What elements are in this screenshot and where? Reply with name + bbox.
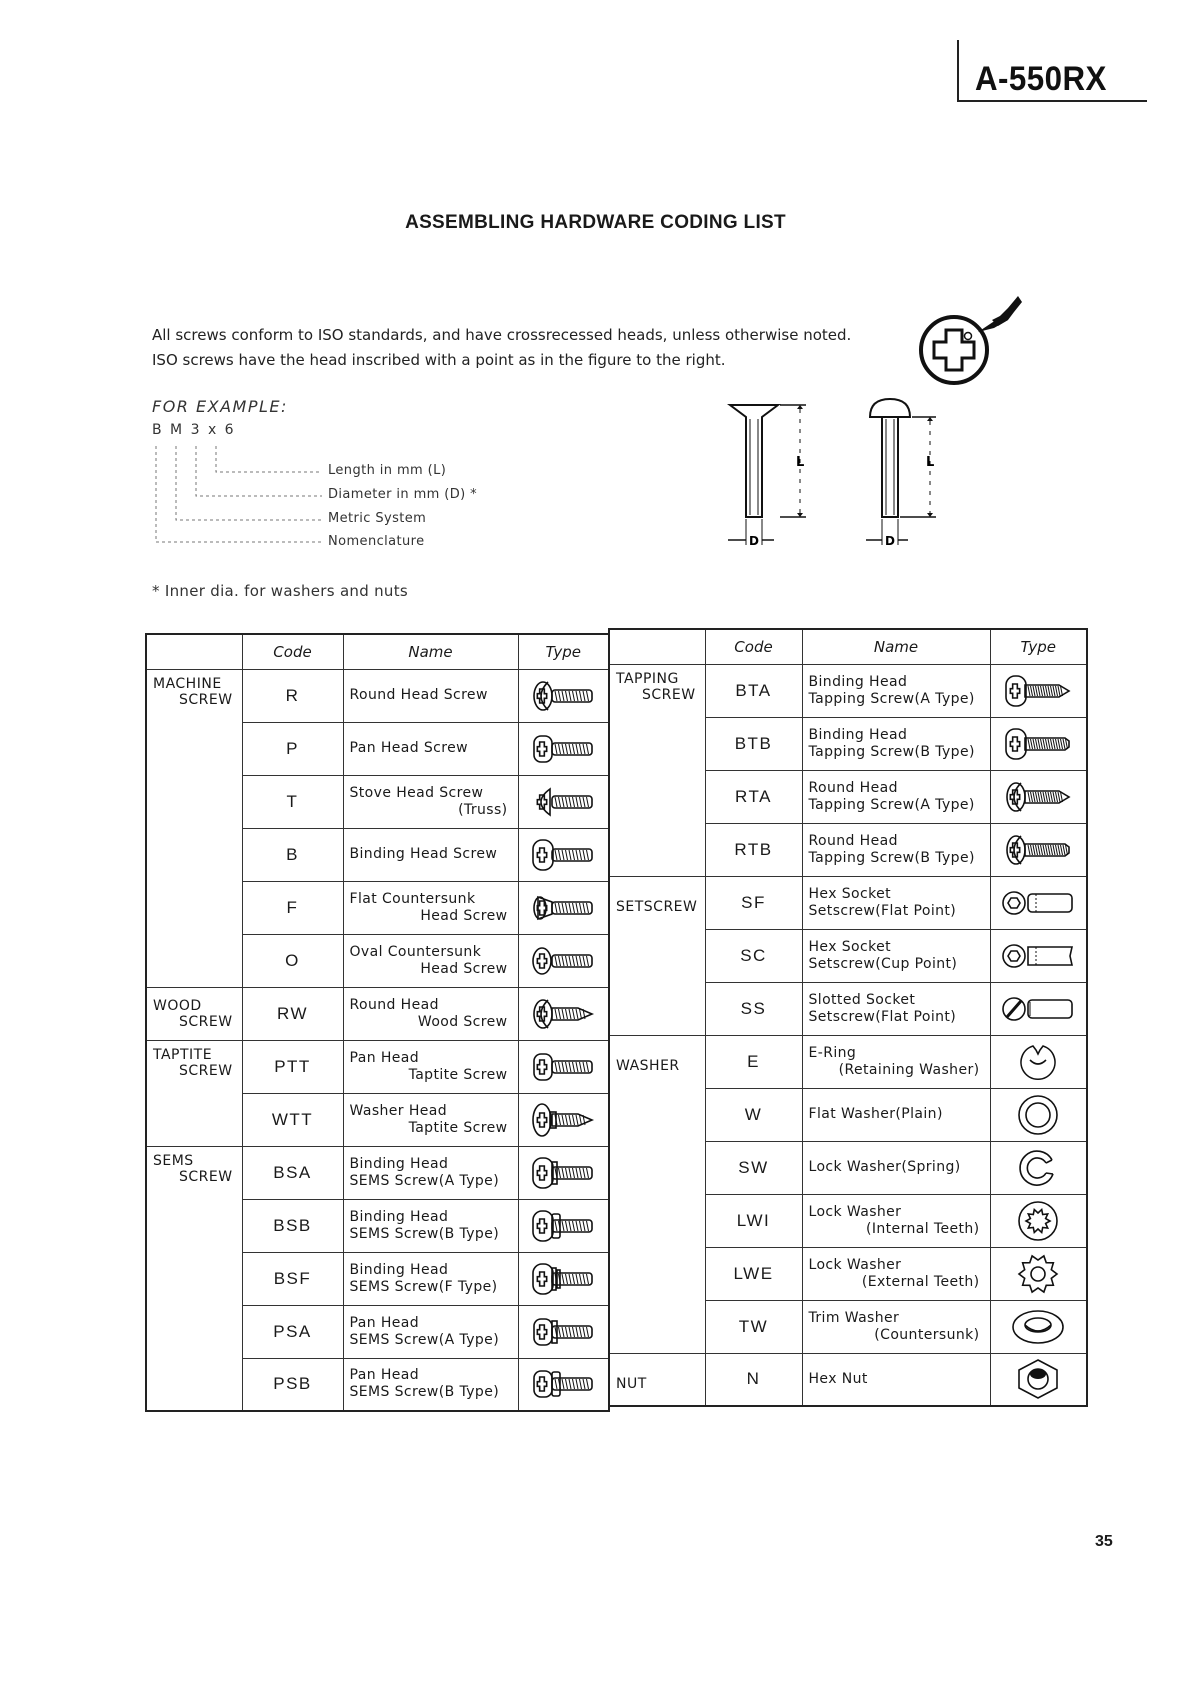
name-line-2: Taptite Screw <box>408 1066 508 1083</box>
type-header: Type <box>990 629 1087 664</box>
legend-metric: Metric System <box>328 511 427 526</box>
name-header: Name <box>802 629 990 664</box>
type-cell <box>990 1141 1087 1194</box>
flat-washer-icon <box>1016 1093 1060 1137</box>
code-cell: SW <box>705 1141 802 1194</box>
category-nut <box>609 1353 705 1406</box>
name-line-2: (Countersunk) <box>874 1326 980 1343</box>
legend-nomenclature: Nomenclature <box>328 534 425 549</box>
type-cell <box>990 982 1087 1035</box>
category-line: WOOD <box>153 997 202 1014</box>
name-line-1: Round Head <box>349 996 439 1013</box>
footnote: * Inner dia. for washers and nuts <box>152 582 409 600</box>
code-cell: O <box>242 934 343 987</box>
length-label-2: L <box>926 455 935 470</box>
trim-washer-icon <box>1010 1307 1066 1347</box>
code-header: Code <box>242 634 343 669</box>
category-line: SEMS <box>153 1152 194 1169</box>
type-header: Type <box>518 634 609 669</box>
type-cell <box>518 775 609 828</box>
code-cell: PSA <box>242 1305 343 1358</box>
name-line-1: Round Head <box>808 832 898 849</box>
name-line-2: Setscrew(Flat Point) <box>808 902 957 919</box>
name-line-1: Oval Countersunk <box>349 943 482 960</box>
code-cell: P <box>242 722 343 775</box>
category-header <box>609 629 705 664</box>
type-cell <box>990 717 1087 770</box>
category-tapping-screw <box>609 664 705 876</box>
category-sems-screw <box>146 1146 242 1411</box>
internal-lock-washer-icon <box>1016 1199 1060 1243</box>
name-line-1: Binding Head <box>808 673 908 690</box>
name-line-1: Flat Countersunk <box>349 890 476 907</box>
category-taptite-screw <box>146 1040 242 1146</box>
hardware-table-right <box>608 628 1088 1407</box>
code-cell: BSF <box>242 1252 343 1305</box>
code-cell: RW <box>242 987 343 1040</box>
name-line-1: Round Head Screw <box>349 687 488 703</box>
code-cell: BSB <box>242 1199 343 1252</box>
washer-taptite-screw-icon <box>530 1103 596 1137</box>
name-cell <box>802 982 990 1035</box>
name-line-1: Lock Washer <box>808 1203 902 1220</box>
type-cell <box>518 1252 609 1305</box>
wood-screw-icon <box>530 997 596 1031</box>
name-line-2: Tapping Screw(B Type) <box>808 743 975 760</box>
spring-washer-icon <box>1016 1146 1060 1190</box>
name-cell <box>802 664 990 717</box>
name-line-2: SEMS Screw(A Type) <box>349 1172 500 1189</box>
table-row <box>146 669 609 722</box>
name-line-1: Hex Socket <box>808 938 891 955</box>
name-line-2: SEMS Screw(F Type) <box>349 1278 498 1295</box>
type-cell <box>518 1199 609 1252</box>
name-line-2: SEMS Screw(B Type) <box>349 1225 500 1242</box>
hardware-table-left <box>145 633 610 1412</box>
name-line-1: Pan Head <box>349 1049 420 1066</box>
name-line-1: Round Head <box>808 779 898 796</box>
pan-head-screw-icon <box>530 732 596 766</box>
name-cell <box>802 929 990 982</box>
name-line-2: Tapping Screw(A Type) <box>808 690 975 707</box>
category-line: MACHINE <box>153 675 222 692</box>
category-line: SCREW <box>642 686 696 703</box>
table-row <box>609 664 1087 717</box>
table-row <box>609 876 1087 929</box>
name-line-1: Binding Head Screw <box>349 846 498 862</box>
name-cell <box>802 1300 990 1353</box>
name-line-1: Hex Nut <box>808 1370 868 1387</box>
name-line-1: Binding Head <box>349 1155 449 1172</box>
name-line-2: Tapping Screw(B Type) <box>808 849 975 866</box>
code-header: Code <box>705 629 802 664</box>
name-line-1: Lock Washer <box>808 1256 902 1273</box>
name-cell <box>343 775 518 828</box>
legend-diameter: Diameter in mm (D) * <box>328 487 478 502</box>
type-cell <box>990 1035 1087 1088</box>
table-header-row <box>146 634 609 669</box>
sems-screw-f-icon <box>530 1262 596 1296</box>
name-line-1: Hex Socket <box>808 885 891 902</box>
tapping-screw-a-icon <box>1003 674 1073 708</box>
name-line-1: Trim Washer <box>808 1309 900 1326</box>
example-code: B M 3 x 6 <box>152 422 236 438</box>
type-cell <box>990 1247 1087 1300</box>
type-cell <box>518 987 609 1040</box>
name-cell <box>802 1088 990 1141</box>
table-row <box>146 1040 609 1093</box>
code-cell: WTT <box>242 1093 343 1146</box>
category-wood-screw <box>146 987 242 1040</box>
name-line-1: Binding Head <box>349 1208 449 1225</box>
name-cell <box>343 881 518 934</box>
diameter-label-2: D <box>885 534 895 548</box>
type-cell <box>990 1353 1087 1406</box>
binding-head-screw-icon <box>530 838 596 872</box>
code-cell: BSA <box>242 1146 343 1199</box>
name-line-2: Head Screw <box>420 907 508 924</box>
name-line-1: Pan Head Screw <box>349 740 468 756</box>
sems-screw-a-icon <box>530 1156 596 1190</box>
name-line-1: Flat Washer(Plain) <box>808 1106 943 1122</box>
name-cell <box>802 1035 990 1088</box>
type-cell <box>518 828 609 881</box>
name-line-2: (Truss) <box>458 801 508 818</box>
code-cell: T <box>242 775 343 828</box>
name-cell <box>802 1353 990 1406</box>
name-cell <box>802 717 990 770</box>
model-number: A-550RX <box>975 60 1107 98</box>
tapping-screw-b-icon <box>1003 727 1073 761</box>
category-line: NUT <box>616 1375 647 1392</box>
table-row <box>609 1353 1087 1406</box>
type-cell <box>518 1146 609 1199</box>
code-cell: PSB <box>242 1358 343 1411</box>
name-cell <box>343 1252 518 1305</box>
category-machine-screw <box>146 669 242 987</box>
name-cell <box>802 1194 990 1247</box>
name-cell <box>343 722 518 775</box>
table-row <box>146 987 609 1040</box>
category-line: SCREW <box>179 1168 233 1185</box>
sems-screw-b-icon <box>530 1209 596 1243</box>
round-head-screw-icon <box>530 679 596 713</box>
category-setscrew <box>609 876 705 1035</box>
type-cell <box>990 823 1087 876</box>
pan-taptite-screw-icon <box>530 1050 596 1084</box>
type-cell <box>990 1194 1087 1247</box>
diameter-label-1: D <box>749 534 759 548</box>
category-line: TAPPING <box>616 670 679 687</box>
external-lock-washer-icon <box>1016 1252 1060 1296</box>
example-label: FOR EXAMPLE: <box>152 397 288 416</box>
name-cell <box>343 828 518 881</box>
code-cell: F <box>242 881 343 934</box>
name-line-2: (Retaining Washer) <box>838 1061 980 1078</box>
code-cell: BTB <box>705 717 802 770</box>
legend-length: Length in mm (L) <box>328 463 447 478</box>
code-cell: SF <box>705 876 802 929</box>
code-cell: N <box>705 1353 802 1406</box>
type-cell <box>518 1305 609 1358</box>
table-row <box>146 1146 609 1199</box>
name-line-1: Lock Washer(Spring) <box>808 1159 961 1175</box>
name-cell <box>802 823 990 876</box>
name-line-1: Binding Head <box>349 1261 449 1278</box>
name-line-1: Washer Head <box>349 1102 448 1119</box>
intro-text <box>152 323 892 373</box>
table-header-row <box>609 629 1087 664</box>
name-line-2: Setscrew(Cup Point) <box>808 955 958 972</box>
category-line: WASHER <box>616 1057 680 1074</box>
name-line-2: (External Teeth) <box>861 1273 980 1290</box>
code-cell: R <box>242 669 343 722</box>
type-cell <box>518 881 609 934</box>
hex-setscrew-flat-icon <box>1000 886 1076 920</box>
type-cell <box>518 1040 609 1093</box>
name-line-1: Pan Head <box>349 1314 420 1331</box>
type-cell <box>990 1088 1087 1141</box>
flat-countersunk-screw-icon <box>530 891 596 925</box>
slotted-setscrew-icon <box>1000 992 1076 1026</box>
category-line: TAPTITE <box>153 1046 213 1063</box>
model-header <box>957 40 1147 102</box>
name-line-2: Taptite Screw <box>408 1119 508 1136</box>
table-row <box>609 1035 1087 1088</box>
screw-dimension-diagram <box>720 395 960 565</box>
category-line: SCREW <box>179 691 233 708</box>
code-cell: LWE <box>705 1247 802 1300</box>
name-cell <box>802 1247 990 1300</box>
code-cell: E <box>705 1035 802 1088</box>
type-cell <box>990 664 1087 717</box>
page-number: 35 <box>1095 1533 1113 1550</box>
name-line-2: Wood Screw <box>417 1013 508 1030</box>
code-cell: RTB <box>705 823 802 876</box>
name-header: Name <box>343 634 518 669</box>
name-cell <box>343 1040 518 1093</box>
code-cell: TW <box>705 1300 802 1353</box>
page-title: ASSEMBLING HARDWARE CODING LIST <box>405 212 786 233</box>
name-cell <box>343 1093 518 1146</box>
type-cell <box>990 1300 1087 1353</box>
name-cell <box>343 987 518 1040</box>
hex-nut-icon <box>1013 1357 1063 1401</box>
name-cell <box>343 1358 518 1411</box>
name-line-1: Binding Head <box>808 726 908 743</box>
pan-sems-screw-a-icon <box>530 1315 596 1349</box>
e-ring-icon <box>1016 1040 1060 1084</box>
type-cell <box>990 929 1087 982</box>
name-cell <box>802 876 990 929</box>
name-line-1: Pan Head <box>349 1367 420 1384</box>
name-cell <box>343 934 518 987</box>
code-cell: SC <box>705 929 802 982</box>
name-cell <box>802 1141 990 1194</box>
name-cell <box>343 1305 518 1358</box>
pan-sems-screw-b-icon <box>530 1367 596 1401</box>
code-cell: W <box>705 1088 802 1141</box>
code-cell: B <box>242 828 343 881</box>
name-line-1: Stove Head Screw <box>349 784 484 801</box>
iso-screw-head-icon <box>908 290 1028 390</box>
name-line-2: Setscrew(Flat Point) <box>808 1008 957 1025</box>
name-line-2: SEMS Screw(B Type) <box>349 1384 500 1401</box>
name-cell <box>343 1146 518 1199</box>
code-cell: BTA <box>705 664 802 717</box>
name-line-1: E-Ring <box>808 1044 857 1061</box>
intro-line-1: All screws conform to ISO standards, and have crossrecessed heads, unless otherwise noted. <box>152 326 852 344</box>
type-cell <box>990 876 1087 929</box>
stove-head-screw-icon <box>530 785 596 819</box>
type-cell <box>990 770 1087 823</box>
round-tapping-screw-a-icon <box>1003 780 1073 814</box>
name-cell <box>802 770 990 823</box>
type-cell <box>518 1093 609 1146</box>
name-line-2: Tapping Screw(A Type) <box>808 796 975 813</box>
type-cell <box>518 722 609 775</box>
name-cell <box>343 669 518 722</box>
round-tapping-screw-b-icon <box>1003 833 1073 867</box>
name-line-2: (Internal Teeth) <box>866 1220 980 1237</box>
name-line-2: Head Screw <box>420 960 508 977</box>
category-line: SCREW <box>179 1013 233 1030</box>
type-cell <box>518 934 609 987</box>
name-line-2: SEMS Screw(A Type) <box>349 1331 500 1348</box>
hex-setscrew-cup-icon <box>1000 939 1076 973</box>
type-cell <box>518 669 609 722</box>
type-cell <box>518 1358 609 1411</box>
category-line: SETSCREW <box>616 898 698 915</box>
code-cell: RTA <box>705 770 802 823</box>
code-cell: SS <box>705 982 802 1035</box>
length-label-1: L <box>796 455 805 470</box>
code-cell: PTT <box>242 1040 343 1093</box>
name-line-1: Slotted Socket <box>808 991 916 1008</box>
name-cell <box>343 1199 518 1252</box>
category-header <box>146 634 242 669</box>
legend-leader-lines <box>152 442 332 562</box>
oval-countersunk-screw-icon <box>530 944 596 978</box>
category-line: SCREW <box>179 1062 233 1079</box>
code-cell: LWI <box>705 1194 802 1247</box>
intro-line-2: ISO screws have the head inscribed with a point as in the figure to the right. <box>152 351 726 369</box>
example-legend <box>152 460 552 560</box>
category-washer <box>609 1035 705 1353</box>
